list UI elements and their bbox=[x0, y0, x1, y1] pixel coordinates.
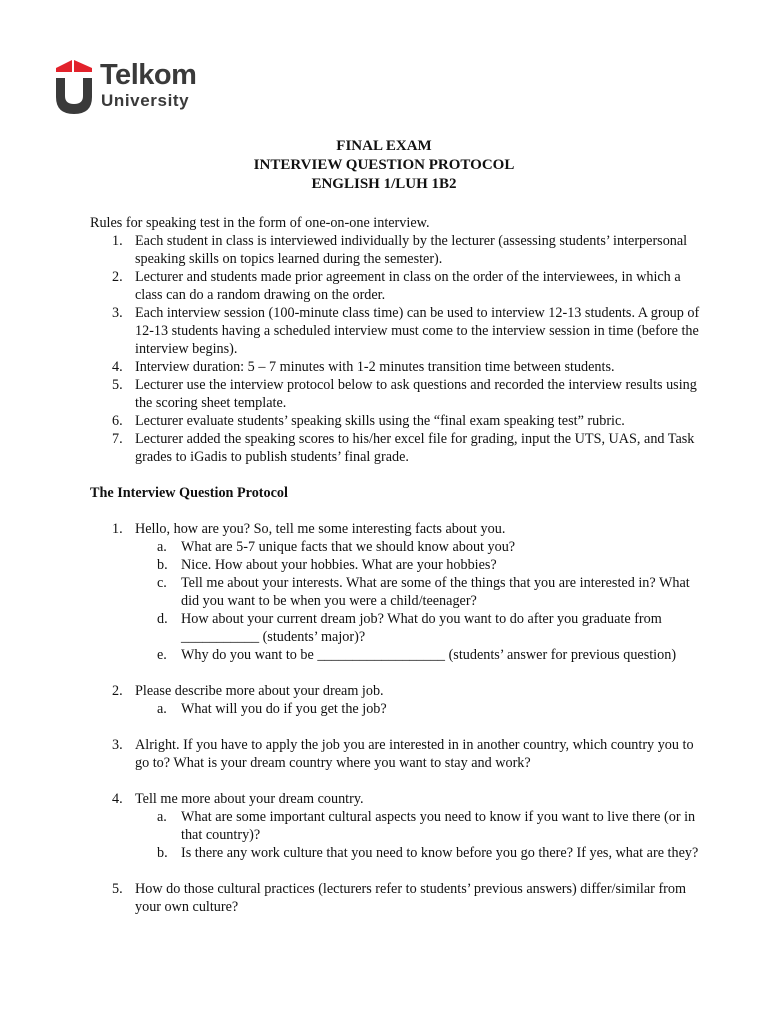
document-header bbox=[0, 137, 768, 194]
header-title: FINAL EXAM bbox=[336, 138, 432, 154]
question-text: Alright. If you have to apply the job you are interested in in another country, which country you to go to? What is your dream country where you want to stay and work? bbox=[135, 737, 694, 771]
question-item bbox=[90, 880, 700, 916]
rules-list bbox=[90, 232, 700, 466]
rule-text: Lecturer use the interview protocol below to ask questions and recorded the interview results using the scoring sheet template. bbox=[135, 377, 697, 411]
question-item bbox=[90, 790, 700, 862]
rule-number: 5. bbox=[112, 377, 123, 393]
logo-wordmark-telkom: Telkom bbox=[100, 59, 197, 91]
sub-question-letter: a. bbox=[157, 809, 167, 825]
telkom-logo-icon bbox=[54, 58, 94, 116]
rule-item bbox=[90, 430, 700, 466]
rule-number: 7. bbox=[112, 431, 123, 447]
sub-question bbox=[90, 646, 700, 664]
sub-question-letter: b. bbox=[157, 845, 168, 861]
sub-question bbox=[90, 844, 700, 862]
telkom-university-logo bbox=[54, 58, 224, 118]
rule-number: 2. bbox=[112, 269, 123, 285]
question-number: 5. bbox=[112, 881, 123, 897]
logo-wordmark-university: University bbox=[101, 91, 190, 110]
rule-item bbox=[90, 304, 700, 358]
rule-text: Each student in class is interviewed individually by the lecturer (assessing students’ interpersonal speaking skills on topics learned during the semester). bbox=[135, 233, 688, 267]
document-body bbox=[90, 214, 700, 916]
question-text: Please describe more about your dream job. bbox=[135, 683, 384, 699]
question-number: 3. bbox=[112, 737, 123, 753]
header-course: ENGLISH 1/LUH 1B2 bbox=[311, 176, 457, 192]
sub-question-text: What will you do if you get the job? bbox=[181, 701, 387, 717]
sub-question bbox=[90, 808, 700, 844]
sub-question-letter: a. bbox=[157, 701, 167, 717]
sub-question-letter: a. bbox=[157, 539, 167, 555]
question-item bbox=[90, 520, 700, 664]
rule-item bbox=[90, 268, 700, 304]
question-item bbox=[90, 682, 700, 718]
rule-text: Each interview session (100-minute class time) can be used to interview 12-13 students. A group of 12-13 students having a scheduled interview must come to the interview session in time (before the interview begins). bbox=[135, 305, 700, 357]
section-title: The Interview Question Protocol bbox=[90, 485, 288, 501]
rule-text: Interview duration: 5 – 7 minutes with 1-2 minutes transition time between students. bbox=[135, 359, 615, 375]
sub-question-letter: c. bbox=[157, 575, 167, 591]
sub-question-text: Nice. How about your hobbies. What are your hobbies? bbox=[181, 557, 497, 573]
rule-number: 1. bbox=[112, 233, 123, 249]
sub-question-text: How about your current dream job? What do you want to do after you graduate from ___________ (students’ major)? bbox=[181, 611, 662, 645]
rule-number: 4. bbox=[112, 359, 123, 375]
rule-item bbox=[90, 358, 700, 376]
rule-item bbox=[90, 232, 700, 268]
rule-item bbox=[90, 376, 700, 412]
question-text: How do those cultural practices (lecturers refer to students’ previous answers) differ/similar from your own culture? bbox=[135, 881, 687, 915]
rule-text: Lecturer and students made prior agreement in class on the order of the interviewees, in which a class can do a random drawing on the order. bbox=[135, 269, 681, 303]
sub-question-letter: e. bbox=[157, 647, 167, 663]
question-number: 2. bbox=[112, 683, 123, 699]
question-text: Tell me more about your dream country. bbox=[135, 791, 364, 807]
sub-question-letter: b. bbox=[157, 557, 168, 573]
sub-question bbox=[90, 700, 700, 718]
sub-question-text: What are some important cultural aspects you need to know if you want to live there (or in that country)? bbox=[181, 809, 696, 843]
rule-number: 3. bbox=[112, 305, 123, 321]
sub-question bbox=[90, 556, 700, 574]
sub-question-text: Tell me about your interests. What are some of the things that you are interested in? What did you want to be when you were a child/teenager? bbox=[181, 575, 690, 609]
sub-question-letter: d. bbox=[157, 611, 168, 627]
sub-question bbox=[90, 538, 700, 556]
sub-question bbox=[90, 574, 700, 610]
sub-question bbox=[90, 610, 700, 646]
sub-question-text: Is there any work culture that you need to know before you go there? If yes, what are they? bbox=[181, 845, 699, 861]
sub-question-text: Why do you want to be __________________ (students’ answer for previous question) bbox=[181, 647, 677, 663]
rule-item bbox=[90, 412, 700, 430]
question-number: 1. bbox=[112, 521, 123, 537]
rules-intro: Rules for speaking test in the form of one-on-one interview. bbox=[90, 215, 430, 231]
rule-text: Lecturer evaluate students’ speaking skills using the “final exam speaking test” rubric. bbox=[135, 413, 625, 429]
question-text: Hello, how are you? So, tell me some interesting facts about you. bbox=[135, 521, 506, 537]
rule-number: 6. bbox=[112, 413, 123, 429]
rule-text: Lecturer added the speaking scores to his/her excel file for grading, input the UTS, UAS, and Task grades to iGadis to publish students’ final grade. bbox=[135, 431, 695, 465]
question-number: 4. bbox=[112, 791, 123, 807]
header-subtitle: INTERVIEW QUESTION PROTOCOL bbox=[253, 157, 515, 173]
sub-question-text: What are 5-7 unique facts that we should know about you? bbox=[181, 539, 516, 555]
question-item bbox=[90, 736, 700, 772]
